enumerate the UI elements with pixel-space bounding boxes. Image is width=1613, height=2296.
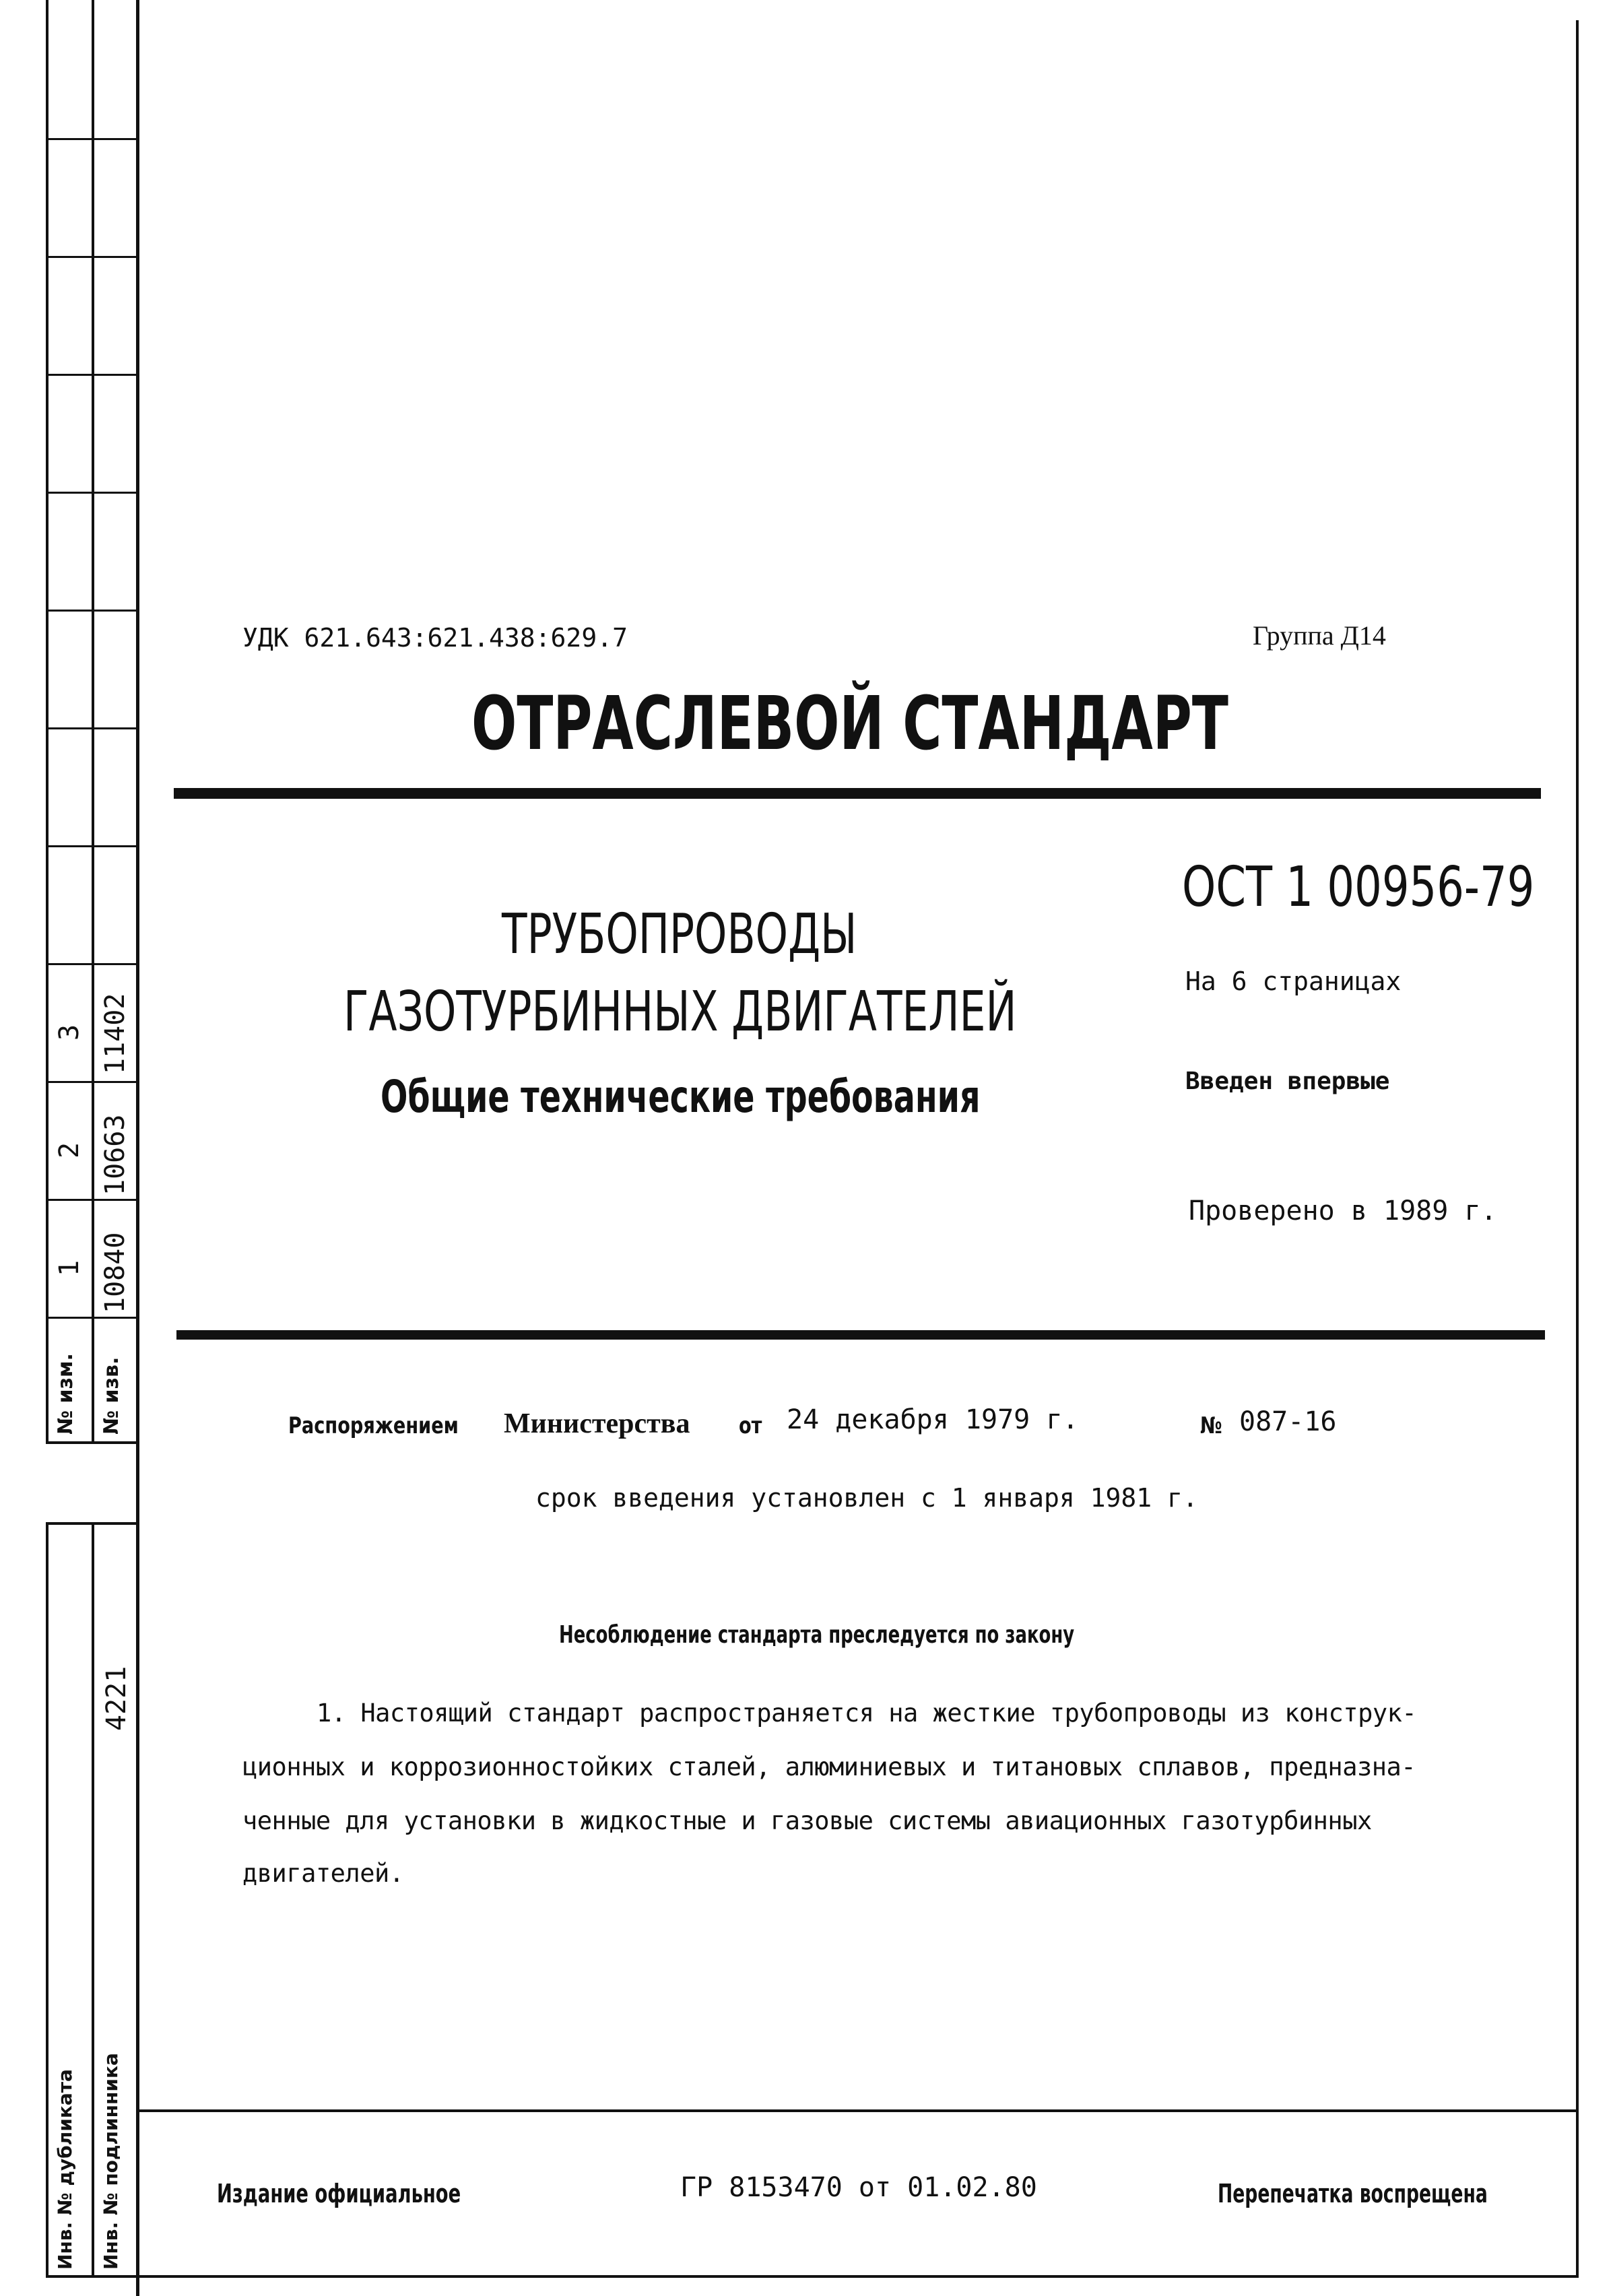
footer-registration: ГР 8153470 от 01.02.80	[680, 2172, 1037, 2203]
stamp-cell-line	[46, 845, 139, 847]
effective-date: срок введения установлен с 1 января 1981 г.	[535, 1483, 1198, 1513]
law-notice: Несоблюдение стандарта преследуется по закону	[559, 1621, 1075, 1649]
stamp-duplicate-inv-label: Инв. № дубликата	[54, 2069, 76, 2270]
stamp-change-label: № изм.	[54, 1353, 77, 1435]
stamp-change-num-2: 2	[54, 1142, 85, 1158]
page-title: ОТРАСЛЕВОЙ СТАНДАРТ	[471, 680, 1228, 766]
stamp-cell-line	[46, 610, 139, 612]
stamp-notice-num-2: 10663	[100, 1114, 131, 1195]
standard-name-line1: ТРУБОПРОВОДЫ	[502, 903, 857, 966]
stamp-cell-line	[46, 1441, 139, 1443]
decree-number-label: №	[1200, 1412, 1222, 1439]
stamp-cell-line	[46, 492, 139, 494]
frame-left-line	[136, 0, 139, 2296]
body-line-2: ционных и коррозионностойких сталей, алюминиевых и титановых сплавов, предназна-	[242, 1752, 1416, 1781]
decree-number: 087-16	[1239, 1406, 1337, 1437]
stamp-cell-line	[46, 256, 139, 258]
frame-bottom-line	[136, 2275, 1579, 2278]
stamp-cell-line	[46, 727, 139, 729]
stamp-divider-top	[92, 0, 94, 1441]
stamp-divider-bottom	[92, 1522, 94, 2276]
pages-count: На 6 страницах	[1185, 966, 1402, 996]
group-code: Группа Д14	[1253, 620, 1386, 651]
checked-note: Проверено в 1989 г.	[1189, 1195, 1497, 1226]
stamp-notice-num-1: 10840	[100, 1232, 131, 1313]
stamp-cell-line	[46, 1199, 139, 1201]
stamp-outer-left	[46, 0, 48, 1441]
body-line-4: двигателей.	[242, 1859, 404, 1888]
stamp-notice-label: № изв.	[100, 1356, 123, 1435]
stamp-original-inv-label: Инв. № подлинника	[100, 2053, 122, 2270]
body-line-1: 1. Настоящий стандарт распространяется на жесткие трубопроводы из конструк-	[317, 1699, 1417, 1728]
standard-rule	[176, 1330, 1545, 1340]
introduced-note: Введен впервые	[1185, 1068, 1390, 1095]
decree-authority: Министерства	[504, 1408, 690, 1439]
footer-rule	[136, 2109, 1579, 2112]
decree-label: Распоряжением	[288, 1412, 459, 1439]
stamp-outer-left-bottom	[46, 1522, 48, 2276]
stamp-change-num-1: 1	[54, 1259, 85, 1276]
stamp-original-inv-value: 4221	[101, 1666, 132, 1731]
footer-reprint: Перепечатка воспрещена	[1218, 2179, 1488, 2208]
title-rule	[174, 788, 1541, 799]
frame-right-line	[1576, 20, 1579, 2276]
standard-name-line2: ГАЗОТУРБИННЫХ ДВИГАТЕЛЕЙ	[343, 980, 1017, 1044]
stamp-cell-line	[46, 1081, 139, 1083]
stamp-cell-line	[46, 138, 139, 140]
decree-date: 24 декабря 1979 г.	[787, 1404, 1079, 1435]
stamp-cell-line	[46, 963, 139, 965]
stamp-top-lower-block	[46, 1522, 139, 1525]
decree-from: от	[739, 1412, 762, 1439]
stamp-cell-line	[46, 374, 139, 376]
stamp-notice-num-3: 11402	[100, 993, 131, 1074]
standard-name-line3: Общие технические требования	[381, 1071, 981, 1123]
udk-code: УДК 621.643:621.438:629.7	[242, 623, 628, 653]
stamp-cell-line	[46, 1317, 139, 1319]
standard-code: ОСТ 1 00956-79	[1182, 855, 1535, 919]
footer-edition: Издание официальное	[217, 2179, 461, 2208]
body-line-3: ченные для установки в жидкостные и газовые системы авиационных газотурбинных	[242, 1806, 1372, 1835]
stamp-bottom	[46, 2275, 139, 2278]
stamp-change-num-3: 3	[54, 1024, 85, 1041]
